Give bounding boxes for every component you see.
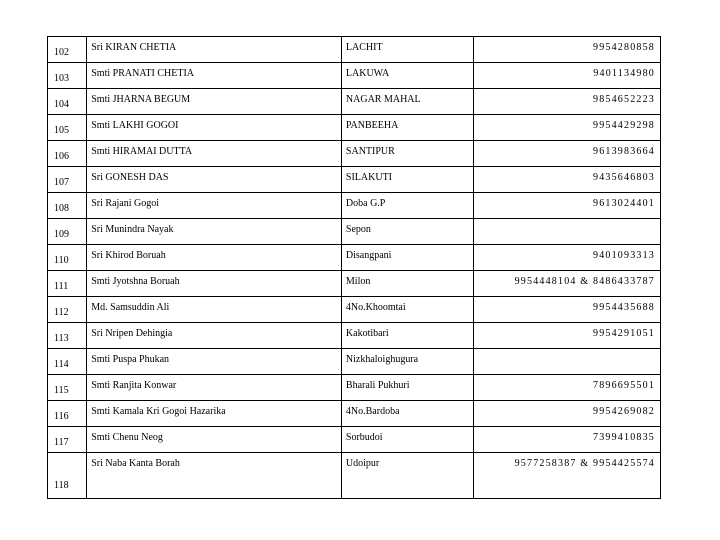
- serial-number: 112: [54, 307, 69, 318]
- place-cell: [341, 375, 473, 401]
- name-cell: [87, 323, 342, 349]
- serial-number: 102: [54, 47, 69, 58]
- place-cell: [341, 63, 473, 89]
- table-row: [48, 375, 661, 401]
- table-row: [48, 89, 661, 115]
- phone-cell: [473, 453, 660, 499]
- member-phone: 9613024401: [593, 198, 655, 209]
- place-cell: [341, 167, 473, 193]
- member-phone: 9401134980: [593, 68, 655, 79]
- member-name: Sri GONESH DAS: [91, 172, 169, 183]
- place-cell: [341, 323, 473, 349]
- serial-cell: [48, 37, 87, 63]
- serial-cell: [48, 453, 87, 499]
- member-name: Sri Naba Kanta Borah: [91, 458, 180, 469]
- member-place: SANTIPUR: [345, 146, 395, 157]
- name-cell: [87, 37, 342, 63]
- member-phone: 9854652223: [593, 94, 655, 105]
- serial-number: 115: [54, 385, 69, 396]
- place-cell: [341, 115, 473, 141]
- phone-cell: [473, 271, 660, 297]
- member-name: Smti Chenu Neog: [91, 432, 163, 443]
- serial-cell: [48, 323, 87, 349]
- serial-number: 105: [54, 125, 69, 136]
- phone-cell: [473, 349, 660, 375]
- name-cell: [87, 427, 342, 453]
- member-name: Sri Rajani Gogoi: [91, 198, 160, 209]
- member-phone: 9954435688: [593, 302, 655, 313]
- member-phone: 9954280858: [593, 42, 655, 53]
- place-cell: [341, 89, 473, 115]
- phone-cell: [473, 375, 660, 401]
- name-cell: [87, 271, 342, 297]
- member-phone: 7399410835: [593, 432, 655, 443]
- member-name: Smti PRANATI CHETIA: [91, 68, 195, 79]
- name-cell: [87, 401, 342, 427]
- place-cell: [341, 141, 473, 167]
- table-row: [48, 167, 661, 193]
- phone-cell: [473, 37, 660, 63]
- serial-cell: [48, 271, 87, 297]
- serial-number: 104: [54, 99, 69, 110]
- member-place: Kakotibari: [345, 328, 389, 339]
- member-phone: 9577258387 & 9954425574: [514, 458, 655, 469]
- serial-cell: [48, 245, 87, 271]
- table-row: [48, 219, 661, 245]
- name-cell: [87, 349, 342, 375]
- place-cell: [341, 271, 473, 297]
- phone-cell: [473, 323, 660, 349]
- name-cell: [87, 63, 342, 89]
- serial-number: 109: [54, 229, 69, 240]
- member-name: Sri Munindra Nayak: [91, 224, 174, 235]
- table-row: [48, 401, 661, 427]
- table-row: [48, 453, 661, 499]
- serial-number: 118: [54, 480, 69, 491]
- serial-cell: [48, 115, 87, 141]
- name-cell: [87, 89, 342, 115]
- serial-cell: [48, 141, 87, 167]
- roster-table: [47, 36, 661, 499]
- member-name: Smti Kamala Kri Gogoi Hazarika: [91, 406, 226, 417]
- place-cell: [341, 297, 473, 323]
- serial-cell: [48, 297, 87, 323]
- phone-cell: [473, 245, 660, 271]
- member-phone: 9401093313: [593, 250, 655, 261]
- member-place: Doba G.P: [345, 198, 386, 209]
- phone-cell: [473, 89, 660, 115]
- name-cell: [87, 219, 342, 245]
- name-cell: [87, 297, 342, 323]
- serial-number: 110: [54, 255, 69, 266]
- table-row: [48, 141, 661, 167]
- member-phone: 9435646803: [593, 172, 655, 183]
- serial-cell: [48, 89, 87, 115]
- member-phone: 7896695501: [593, 380, 655, 391]
- serial-number: 114: [54, 359, 69, 370]
- member-place: LAKUWA: [345, 68, 390, 79]
- table-row: [48, 193, 661, 219]
- table-row: [48, 349, 661, 375]
- place-cell: [341, 193, 473, 219]
- serial-cell: [48, 427, 87, 453]
- name-cell: [87, 193, 342, 219]
- serial-number: 107: [54, 177, 69, 188]
- member-name: Sri Nripen Dehingia: [91, 328, 173, 339]
- member-name: Smti Ranjita Konwar: [91, 380, 177, 391]
- member-name: Smti HIRAMAI DUTTA: [91, 146, 193, 157]
- table-row: [48, 323, 661, 349]
- phone-cell: [473, 141, 660, 167]
- table-row: [48, 427, 661, 453]
- serial-cell: [48, 401, 87, 427]
- serial-number: 117: [54, 437, 69, 448]
- table-row: [48, 271, 661, 297]
- place-cell: [341, 245, 473, 271]
- serial-number: 106: [54, 151, 69, 162]
- member-phone: 9613983664: [593, 146, 655, 157]
- table-row: [48, 297, 661, 323]
- member-place: 4No.Bardoba: [345, 406, 400, 417]
- serial-number: 113: [54, 333, 69, 344]
- name-cell: [87, 167, 342, 193]
- member-name: Sri Khirod Boruah: [91, 250, 166, 261]
- place-cell: [341, 401, 473, 427]
- serial-number: 108: [54, 203, 69, 214]
- member-name: Md. Samsuddin Ali: [91, 302, 170, 313]
- serial-number: 103: [54, 73, 69, 84]
- serial-cell: [48, 63, 87, 89]
- table-row: [48, 245, 661, 271]
- member-place: NAGAR MAHAL: [345, 94, 421, 105]
- table-row: [48, 115, 661, 141]
- member-place: LACHIT: [345, 42, 383, 53]
- name-cell: [87, 375, 342, 401]
- member-place: Udoipur: [345, 458, 380, 469]
- member-place: Sepon: [345, 224, 371, 235]
- member-name: Smti Puspa Phukan: [91, 354, 170, 365]
- place-cell: [341, 349, 473, 375]
- member-place: PANBEEHA: [345, 120, 399, 131]
- member-place: Milon: [345, 276, 371, 287]
- place-cell: [341, 37, 473, 63]
- name-cell: [87, 453, 342, 499]
- table-row: [48, 63, 661, 89]
- member-name: Smti Jyotshna Boruah: [91, 276, 180, 287]
- name-cell: [87, 115, 342, 141]
- place-cell: [341, 453, 473, 499]
- serial-number: 111: [54, 281, 69, 292]
- member-place: Disangpani: [345, 250, 392, 261]
- phone-cell: [473, 115, 660, 141]
- serial-cell: [48, 219, 87, 245]
- member-place: Nizkhaloighugura: [345, 354, 419, 365]
- member-phone: 9954448104 & 8486433787: [514, 276, 655, 287]
- phone-cell: [473, 219, 660, 245]
- member-phone: 9954429298: [593, 120, 655, 131]
- name-cell: [87, 245, 342, 271]
- roster-table-body: [48, 37, 661, 499]
- member-name: Smti LAKHI GOGOI: [91, 120, 179, 131]
- serial-cell: [48, 349, 87, 375]
- table-row: [48, 37, 661, 63]
- member-phone: 9954291051: [593, 328, 655, 339]
- member-place: Bharali Pukhuri: [345, 380, 410, 391]
- member-name: Smti JHARNA BEGUM: [91, 94, 191, 105]
- phone-cell: [473, 297, 660, 323]
- member-name: Sri KIRAN CHETIA: [91, 42, 177, 53]
- place-cell: [341, 219, 473, 245]
- member-place: 4No.Khoomtai: [345, 302, 406, 313]
- name-cell: [87, 141, 342, 167]
- phone-cell: [473, 63, 660, 89]
- phone-cell: [473, 193, 660, 219]
- serial-cell: [48, 375, 87, 401]
- serial-cell: [48, 167, 87, 193]
- phone-cell: [473, 401, 660, 427]
- member-place: SILAKUTI: [345, 172, 393, 183]
- phone-cell: [473, 427, 660, 453]
- serial-cell: [48, 193, 87, 219]
- phone-cell: [473, 167, 660, 193]
- member-place: Sorbudoi: [345, 432, 383, 443]
- serial-number: 116: [54, 411, 69, 422]
- place-cell: [341, 427, 473, 453]
- member-phone: 9954269082: [593, 406, 655, 417]
